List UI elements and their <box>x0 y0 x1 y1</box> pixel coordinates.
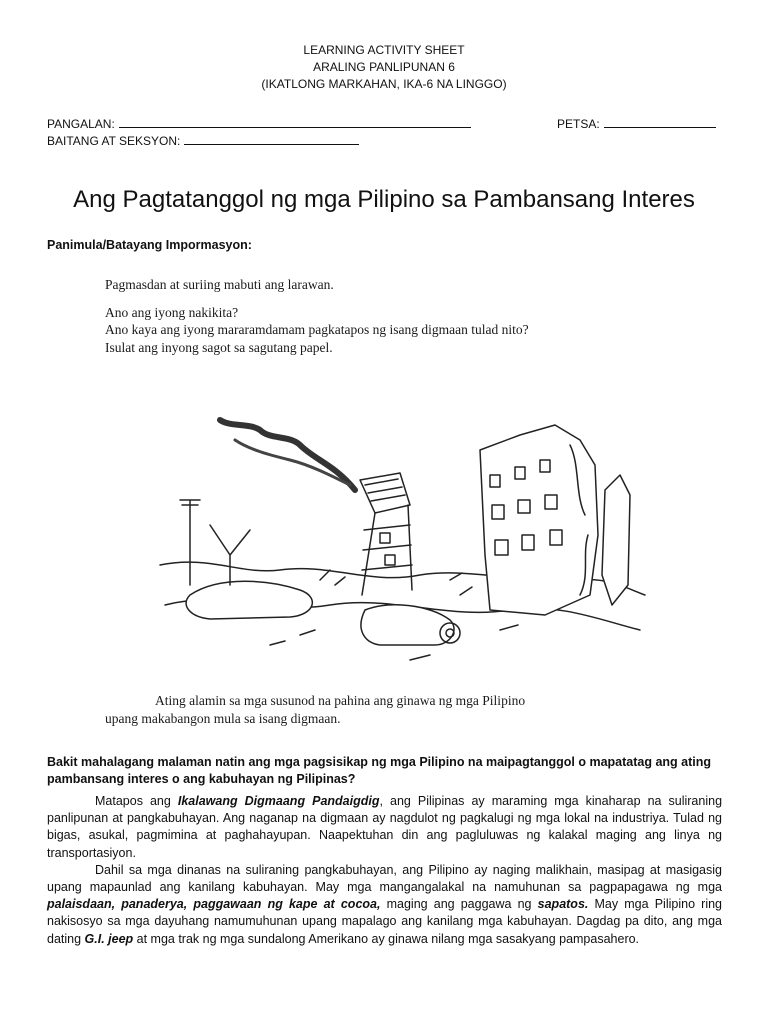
instruction-line-1: Pagmasdan at suriing mabuti ang larawan. <box>105 277 334 292</box>
p2-emphasis-f: G.I. jeep <box>84 931 134 946</box>
instructions <box>105 276 529 356</box>
p2-text-g: at mga trak ng mga sundalong Amerikano ay ginawa nilang mga sasakyang pampasahero. <box>133 931 640 946</box>
p2-text-a: Dahil sa mga dinanas na suliraning pangkabuhayan, ang Pilipino ay naging malikhain, masipag at masigasig upang mapaunlad ang kanilang kabuhayan. May mga mangangalakal na namuhunan sa pagpapagawa ng mga <box>47 862 722 895</box>
paragraph-2 <box>47 862 722 948</box>
caption <box>105 692 525 728</box>
header-line-2: ARALING PANLIPUNAN 6 <box>313 60 455 74</box>
paragraph-1 <box>47 793 722 862</box>
grade-field-row <box>47 133 359 148</box>
p2-emphasis-d: sapatos. <box>537 897 589 912</box>
date-label: PETSA: <box>557 117 600 131</box>
instruction-line-3: Ano kaya ang iyong mararamdamam pagkatapos ng isang digmaan tulad nito? <box>105 322 529 337</box>
instruction-line-4: Isulat ang inyong sagot sa sagutang papel. <box>105 339 333 355</box>
name-field-row <box>47 116 471 131</box>
p2-text-e: May mga Pilipino ring nakisosyo sa mga dayuhang namumuhunan upang mapalago ang kanilang mga kabuhayan. Dagdag pa dito, ang mga dating <box>47 897 722 946</box>
p2-text-c: maging ang paggawa ng <box>380 897 538 912</box>
header-line-3: (IKATLONG MARKAHAN, IKA-6 NA LINGGO) <box>261 77 507 91</box>
caption-line-2: upang makabangon mula sa isang digmaan. <box>105 711 341 726</box>
name-blank[interactable] <box>119 116 471 128</box>
p1-text-c: , ang Pilipinas ay maraming mga kinaharap na suliraning panlipunan at pangkabuhayan. Ang naganap na digmaan ay nagdulot ng pagkalugi ng mga lokal na industriya. Tulad ng bigas, asukal, pagmimina at paghahayupan. Naapektuhan din ang pagluluwas ng kalakal maging ang linya ng transportasiyon. <box>47 794 723 860</box>
sheet-header <box>0 42 768 93</box>
page-title: Ang Pagtatanggol ng mga Pilipino sa Pambansang Interes <box>73 186 695 213</box>
p1-text-a: Matapos ang <box>95 794 178 808</box>
name-label: PANGALAN: <box>47 117 115 131</box>
p2-emphasis-b: palaisdaan, panaderya, paggawaan ng kape at cocoa, <box>47 897 381 912</box>
date-field-row <box>557 116 716 131</box>
caption-line-1: Ating alamin sa mga susunod na pahina ang ginawa ng mga Pilipino <box>155 693 526 708</box>
body-text <box>47 793 722 948</box>
header-line-1: LEARNING ACTIVITY SHEET <box>303 43 465 57</box>
p1-emphasis: Ikalawang Digmaang Pandaigdig <box>177 794 380 808</box>
instruction-line-2: Ano ang iyong nakikita? <box>105 304 239 320</box>
grade-blank[interactable] <box>184 133 359 145</box>
date-blank[interactable] <box>604 116 716 128</box>
war-ruins-illustration <box>150 405 650 685</box>
guide-question: Bakit mahalagang malaman natin ang mga pagsisikap ng mga Pilipino na maipagtanggol o mapatatag ang ating pambansang interes o ang kabuhayan ng Pilipinas? <box>47 755 712 786</box>
grade-label: BAITANG AT SEKSYON: <box>47 134 181 148</box>
section-heading: Panimula/Batayang Impormasyon: <box>47 238 252 252</box>
